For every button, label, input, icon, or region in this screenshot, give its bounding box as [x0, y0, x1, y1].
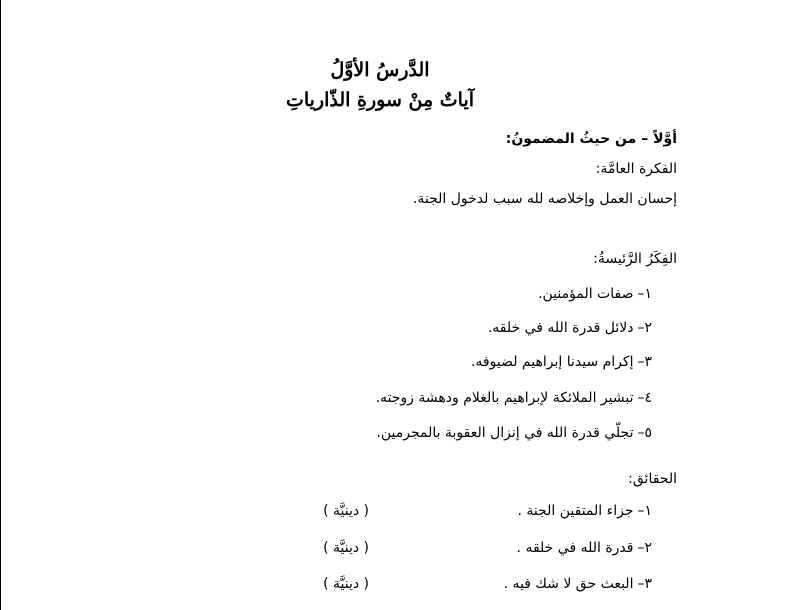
- item-text: إكرام سيدنا إبراهيم لضيوفه.: [470, 354, 634, 370]
- main-idea-item: [376, 424, 652, 442]
- item-text: صفات المؤمنين.: [538, 286, 634, 302]
- item-text: تجلّي قدرة الله في إنزال العقوبة بالمجرمين.: [376, 425, 634, 441]
- fact-tag: ( دينيَّة ): [323, 540, 369, 556]
- main-idea-item: [376, 389, 652, 407]
- item-number: ٣–: [637, 354, 652, 370]
- page-left-border: [0, 0, 1, 610]
- item-text: جزاء المتقين الجنة .: [517, 503, 634, 519]
- main-idea-item: [488, 319, 652, 337]
- fact-item: [517, 502, 652, 520]
- item-number: ٥–: [637, 425, 652, 441]
- facts-label: الحقائق:: [628, 471, 677, 487]
- item-text: قدرة الله في خلقه .: [516, 540, 634, 556]
- fact-tag: ( دينيَّة ): [323, 576, 369, 592]
- item-text: البعث حق لا شك فيه .: [503, 576, 634, 592]
- item-number: ٢–: [637, 320, 652, 336]
- main-ideas-label: الفِكَرُ الرَّئيسةُ:: [593, 251, 677, 267]
- section-heading: أوَّلاً – من حيثُ المضمونُ:: [505, 131, 677, 147]
- general-idea-label: الفكرة العامَّة:: [595, 161, 677, 177]
- general-idea-text: إحسان العمل وإخلاصه لله سبب لدخول الجنة.: [412, 191, 677, 207]
- item-number: ٤–: [637, 390, 652, 406]
- lesson-title: الدَّرسُ الأوَّلُ: [330, 59, 430, 81]
- main-idea-item: [538, 285, 652, 303]
- item-number: ٢–: [637, 540, 652, 556]
- item-text: تبشير الملائكة لإبراهيم بالغلام ودهشة زوجته.: [375, 390, 634, 406]
- item-number: ٣–: [637, 576, 652, 592]
- fact-tag: ( دينيَّة ): [323, 503, 369, 519]
- item-number: ١–: [637, 286, 652, 302]
- item-text: دلائل قدرة الله في خلقه.: [487, 320, 634, 336]
- main-idea-item: [471, 353, 652, 371]
- fact-item: [517, 539, 652, 557]
- fact-item: [504, 575, 652, 593]
- lesson-subtitle: آياتٌ مِنْ سورةِ الذّارياتِ: [285, 89, 475, 111]
- item-number: ١–: [637, 503, 652, 519]
